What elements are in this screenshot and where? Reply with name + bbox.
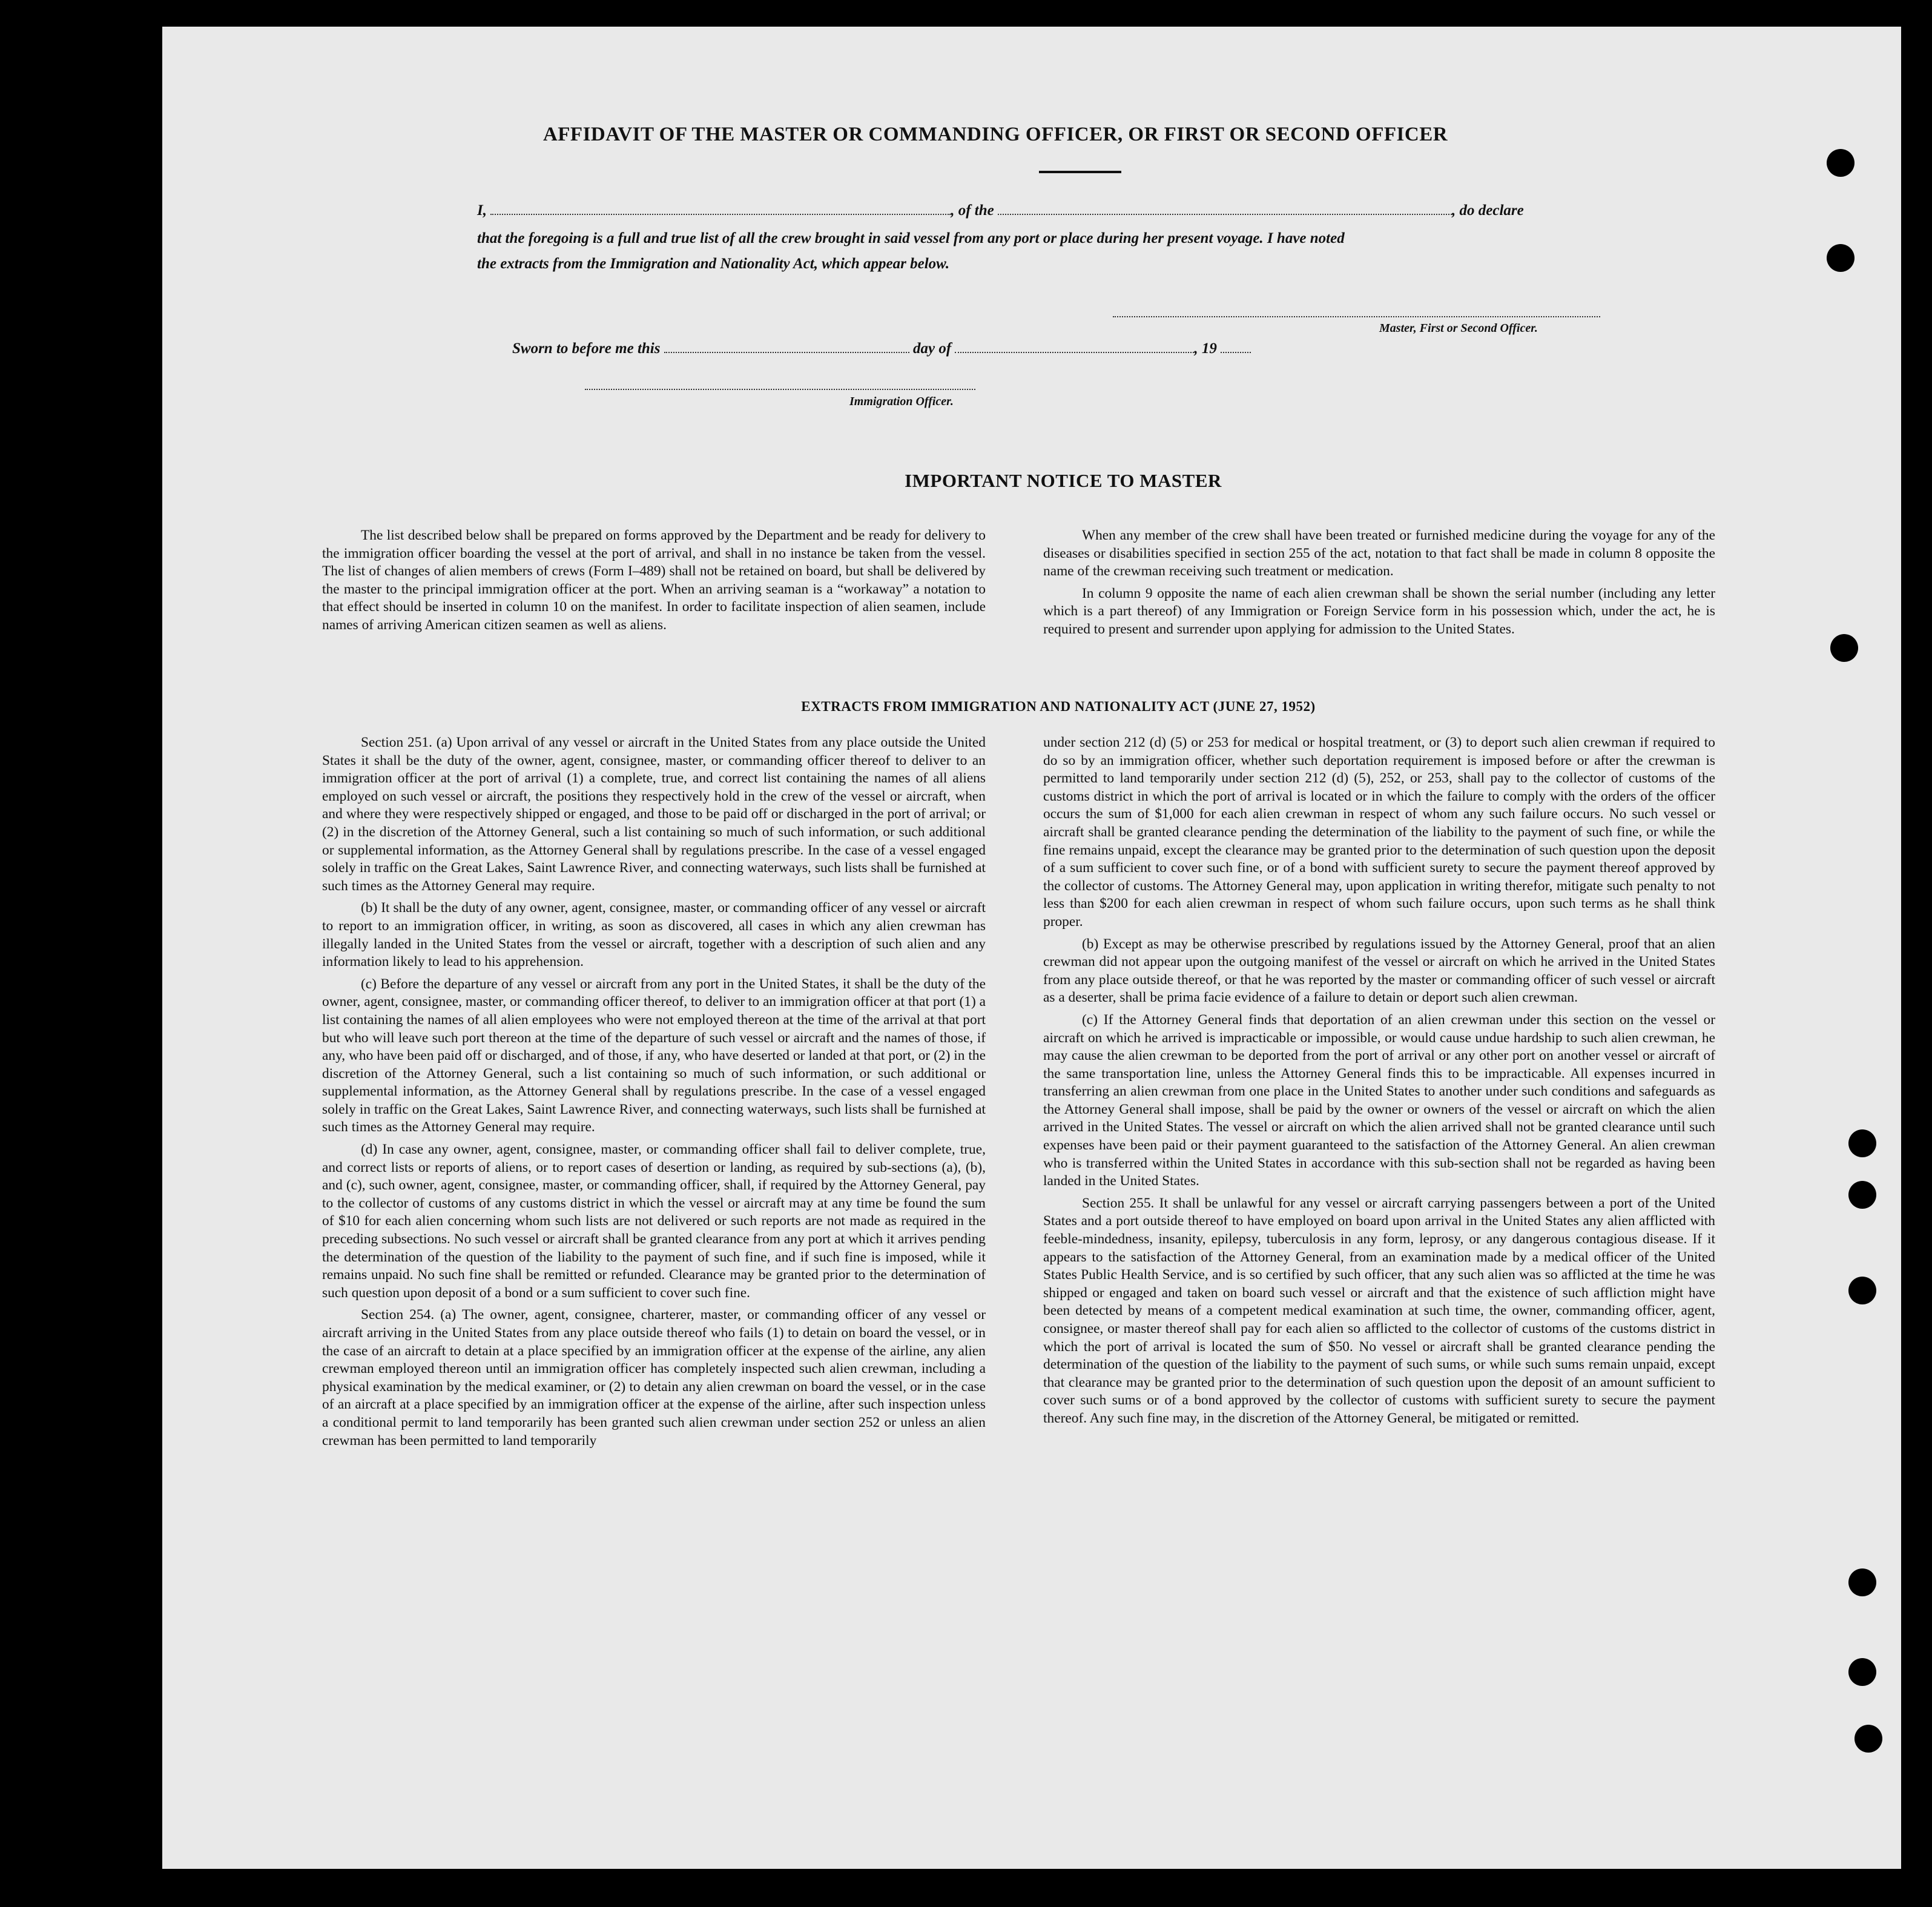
declaration-text-line1: that the foregoing is a full and true list of all the crew brought in said vessel from any port or place during her present voyage. I have noted [477, 230, 1345, 246]
vessel-blank[interactable] [998, 211, 1452, 215]
extracts-title: EXTRACTS FROM IMMIGRATION AND NATIONALITY ACT (JUNE 27, 1952) [801, 699, 1316, 714]
document-page [162, 27, 1901, 1869]
section-254-a: Section 254. (a) The owner, agent, consignee, charterer, master, or commanding officer of any vessel or aircraft arriving in the United States from any place outside thereof who fails (1) to detain on board the vessel, or in the case of an aircraft to detain at a place specified by an immigration officer at the expense of the airline, any alien crewman employed thereon until an immigration officer has completely inspected such alien crewman, including a physical examination by the medical examiner, or (2) to detain any alien crewman on board the vessel, or in the case of an aircraft at a place specified by an immigration officer at the expense of the airline, after such inspection unless a conditional permit to land temporarily has been granted such alien crewman under section 252 or unless an alien crewman has been permitted to land temporarily [322, 1307, 986, 1449]
notice-paragraph: When any member of the crew shall have been treated or furnished medicine during the voyage for any of the diseases or disabilities specified in section 255 of the act, notation to that fact shall be made in column 8 opposite the name of the crewman receiving such treatment or medication. [1043, 527, 1715, 580]
master-signature-line[interactable] [1113, 316, 1600, 317]
do-declare-label: , do declare [1452, 202, 1524, 219]
sworn-line [512, 340, 1251, 357]
notice-right-column [1043, 527, 1715, 643]
title-divider [1039, 171, 1121, 173]
notice-title: IMPORTANT NOTICE TO MASTER [905, 470, 1222, 491]
officer-signature-line[interactable] [585, 389, 975, 390]
section-251-d: (d) In case any owner, agent, consignee, master, or commanding officer shall fail to deliver complete, true, and correct lists or reports of aliens, or to report cases of desertion or landing, as required by sub-sections (a), (b), and (c), such owner, agent, consignee, master, or commanding officer, shall, if required by the Attorney General, pay to the collector of customs of any customs district in which the vessel or aircraft may at any time be found the sum of $10 for each alien concerning whom such lists are not delivered or such reports are not made as required in the preceding subsections. No such vessel or aircraft shall be granted clearance from any port at which it arrives pending the determination of the question of the liability to the payment of such fine, and if such fine is imposed, while it remains unpaid. No such fine shall be remitted or refunded. Clearance may be granted prior to the determination of such question upon deposit of a bond or a sum sufficient to cover such fine. [322, 1142, 986, 1301]
section-251-c: (c) Before the departure of any vessel or aircraft from any port in the United States, it shall be the duty of the owner, agent, consignee, master, or commanding officer thereof, to deliver to an immigration officer at that port (1) a list containing the names of all alien employees who were not employed thereon at the time of the arrival at that port but who will leave such port thereon at the time of the departure of such vessel or aircraft and the names of those, if any, who have been paid off or discharged, and of those, if any, who have deserted or landed at that port, or (2) in the discretion of the Attorney General, such a list containing so much of such information, or such additional or supplemental information, as the Attorney General shall by regulations prescribe. In the case of a vessel engaged solely in traffic on the Great Lakes, Saint Lawrence River, and connecting waterways, such lists shall be furnished at such times as the Attorney General may require. [322, 976, 986, 1135]
affidavit-title: AFFIDAVIT OF THE MASTER OR COMMANDING OFFICER, OR FIRST OR SECOND OFFICER [542, 124, 1448, 145]
punch-hole [1827, 149, 1855, 177]
punch-hole [1827, 244, 1855, 272]
day-of-label: day of [912, 340, 952, 357]
officer-signature-label: Immigration Officer. [849, 395, 954, 408]
notice-left-column [322, 527, 986, 639]
punch-hole [1855, 1725, 1882, 1753]
punch-hole [1830, 634, 1858, 662]
of-the-label: , of the [951, 202, 994, 219]
notice-paragraph: The list described below shall be prepared on forms approved by the Department and be ready for delivery to the immigration officer boarding the vessel at the port of arrival, and shall in no instance be taken from the vessel. The list of changes of alien members of crews (Form I–489) shall not be retained on board, but shall be delivered by the master to the principal immigration officer at the port. When an arriving seaman is a “workaway” a notation to that effect should be inserted in column 10 on the manifest. In order to facilitate inspection of alien seamen, include names of arriving American citizen seamen as well as aliens. [322, 527, 986, 633]
punch-hole [1848, 1277, 1876, 1304]
name-blank[interactable] [490, 211, 951, 215]
declaration-text-line2: the extracts from the Immigration and Nationality Act, which appear below. [477, 256, 950, 272]
sworn-day-blank[interactable] [664, 349, 909, 353]
punch-hole [1848, 1568, 1876, 1596]
extracts-right-column [1043, 734, 1715, 1432]
section-254-a-continued: under section 212 (d) (5) or 253 for medical or hospital treatment, or (3) to deport such alien crewman if required to do so by an immigration officer, whether such deportation requirement is imposed before or after the crewman is permitted to land temporarily under section 212 (d) (5), 252, or 253, shall pay to the collector of customs of the customs district in which the port of arrival is located or in which the failure to comply with the orders of the officer occurs the sum of $1,000 for each alien crewman in respect of whom any such failure occurs. No such vessel or aircraft shall be granted clearance pending the determination of the liability to the payment of such fine, or while the fine remains unpaid, except the clearance may be granted prior to the determination of such question upon the deposit of a sum sufficient to cover such fine, or of a bond with sufficient surety to secure the payment thereof approved by the collector of customs. The Attorney General may, upon application in writing therefor, mitigate such penalty to not less than $200 for each alien crewman in respect of whom such failure occurs, upon such terms as he shall think proper. [1043, 735, 1715, 930]
extracts-left-column [322, 734, 986, 1454]
punch-hole [1848, 1181, 1876, 1209]
punch-hole [1848, 1129, 1876, 1157]
section-254-c: (c) If the Attorney General finds that deportation of an alien crewman under this section on the vessel or aircraft on which he arrived is impracticable or impossible, or would cause undue hardship to such alien crewman, he may cause the alien crewman to be deported from the port of arrival or any other port on another vessel or aircraft of the same transportation line, unless the Attorney General finds this to be impracticable. All expenses incurred in transferring an alien crewman from one place in the United States to another under such conditions and safeguards as the Attorney General shall impose, shall be paid by the owner or owners of the vessel or aircraft on which the alien arrived in the United States. The vessel or aircraft on which the alien arrived shall not be granted clearance until such expenses have been paid or their payment guaranteed to the satisfaction of the Attorney General. An alien crewman who is transferred within the United States in accordance with this sub-section shall not be regarded as having been landed in the United States. [1043, 1011, 1715, 1189]
declaration-name-line [477, 202, 1524, 219]
year-label: , 19 [1194, 340, 1217, 357]
section-251-b: (b) It shall be the duty of any owner, agent, consignee, master, or commanding officer of any vessel or aircraft to report to an immigration officer, in writing, as soon as discovered, all cases in which any alien crewman has illegally landed in the United States from the vessel or aircraft, together with a description of such alien and any information likely to lead to his apprehension. [322, 900, 986, 970]
notice-paragraph: In column 9 opposite the name of each alien crewman shall be shown the serial number (including any letter which is a part thereof) of any Immigration or Foreign Service form in his possession which, under the act, he is required to present and surrender upon applying for admission to the United States. [1043, 585, 1715, 637]
section-251-a: Section 251. (a) Upon arrival of any vessel or aircraft in the United States from any place outside the United States it shall be the duty of the owner, agent, consignee, master, or commanding officer thereof to deliver to an immigration officer at the port of arrival (1) a complete, true, and correct list containing the names of all aliens employed on such vessel or aircraft, the positions they respectively hold in the crew of the vessel or aircraft, when and where they were respectively shipped or engaged, and those to be paid off or discharged in the port of arrival; or (2) in the discretion of the Attorney General, such a list containing so much of such information, or such additional or supplemental information, as the Attorney General shall by regulations prescribe. In the case of a vessel engaged solely in traffic on the Great Lakes, Saint Lawrence River, and connecting waterways, such lists shall be furnished at such times as the Attorney General may require. [322, 735, 986, 894]
sworn-label: Sworn to before me this [512, 340, 661, 357]
master-signature-label: Master, First or Second Officer. [1379, 322, 1538, 335]
i-label: I, [477, 202, 487, 219]
section-255: Section 255. It shall be unlawful for any vessel or aircraft carrying passengers between a port of the United States and a port outside thereof to have employed on board upon arrival in the United States any alien afflicted with feeble-mindedness, insanity, epilepsy, tuberculosis in any form, leprosy, or any dangerous contagious disease. If it appears to the satisfaction of the Attorney General, from an examination made by a medical officer of the United States Public Health Service, and is so certified by such officer, that any such alien was so afflicted at the time he was shipped or engaged and taken on board such vessel or aircraft and that the existence of such affliction might have been detected by means of a competent medical examination at such time, the owner, commanding officer, agent, consignee, or master thereof shall pay for each alien so afflicted to the collector of customs of the customs district in which the port of arrival is located the sum of $50. No vessel or aircraft shall be granted clearance pending the determination of the question of the liability to the payment of such sums, or while such sums remain unpaid, except that clearance may be granted prior to the determination of such question upon the deposit of an amount sufficient to cover such sums or of a bond approved by the collector of customs with sufficient surety to secure the payment thereof. Any such fine may, in the discretion of the Attorney General, be mitigated or remitted. [1043, 1195, 1715, 1426]
sworn-month-blank[interactable] [955, 349, 1194, 353]
punch-hole [1848, 1658, 1876, 1686]
sworn-year-blank[interactable] [1221, 349, 1251, 353]
section-254-b: (b) Except as may be otherwise prescribed by regulations issued by the Attorney General, proof that an alien crewman did not appear upon the outgoing manifest of the vessel or aircraft on which he arrived in the United States from any place outside thereof, or that he was reported by the master or commanding officer of such vessel or aircraft as a deserter, shall be prima facie evidence of a failure to detain or deport such alien crewman. [1043, 936, 1715, 1006]
